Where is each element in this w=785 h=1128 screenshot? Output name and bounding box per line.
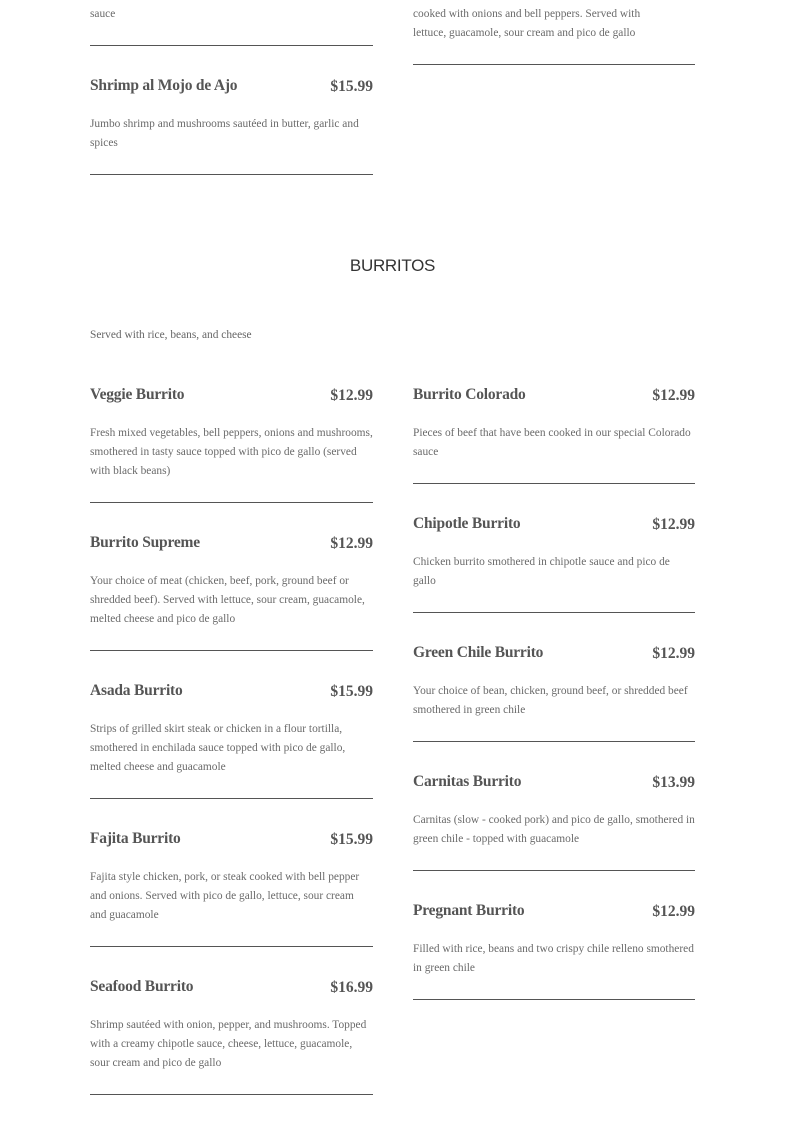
item-title-seafood-burrito: Seafood Burrito <box>90 978 194 995</box>
item-price-carnitas-burrito: $13.99 <box>652 774 695 791</box>
item-title-shrimp-al-mojo-de-ajo: Shrimp al Mojo de Ajo <box>90 77 238 94</box>
divider <box>413 741 695 742</box>
item-price-burrito-supreme: $12.99 <box>330 535 373 552</box>
item-desc-carnitas-burrito: Carnitas (slow - cooked pork) and pico de gallo, smothered in green chile - topped with guacamole <box>413 814 695 845</box>
item-desc-green-chile-burrito: Your choice of bean, chicken, ground beef, or shredded beef smothered in green chile <box>413 685 688 716</box>
divider <box>90 946 373 947</box>
item-title-carnitas-burrito: Carnitas Burrito <box>413 773 522 790</box>
partial-item-desc-left: sauce <box>90 8 116 20</box>
item-desc-chipotle-burrito: Chicken burrito smothered in chipotle sauce and pico de gallo <box>413 556 670 587</box>
divider <box>90 798 373 799</box>
item-title-burrito-supreme: Burrito Supreme <box>90 534 200 551</box>
item-price-green-chile-burrito: $12.99 <box>652 645 695 662</box>
item-price-pregnant-burrito: $12.99 <box>652 903 695 920</box>
section-title-burritos: BURRITOS <box>349 256 436 275</box>
item-desc-veggie-burrito: Fresh mixed vegetables, bell peppers, onions and mushrooms, smothered in tasty sauce topped with pico de gallo (served with black beans) <box>90 427 373 477</box>
item-desc-seafood-burrito: Shrimp sautéed with onion, pepper, and mushrooms. Topped with a creamy chipotle sauce, cheese, lettuce, guacamole, sour cream and pico de gallo <box>90 1019 367 1069</box>
partial-item-desc-right-line2: lettuce, guacamole, sour cream and pico de gallo <box>413 27 636 39</box>
item-title-veggie-burrito: Veggie Burrito <box>90 386 185 403</box>
divider <box>90 650 373 651</box>
item-title-asada-burrito: Asada Burrito <box>90 682 183 699</box>
item-desc-asada-burrito: Strips of grilled skirt steak or chicken in a flour tortilla, smothered in enchilada sauce topped with pico de gallo, melted cheese and guacamole <box>90 723 346 773</box>
item-price-asada-burrito: $15.99 <box>330 683 373 700</box>
divider <box>413 483 695 484</box>
item-title-chipotle-burrito: Chipotle Burrito <box>413 515 521 532</box>
divider <box>413 612 695 613</box>
divider <box>90 174 373 175</box>
divider <box>90 502 373 503</box>
item-price-burrito-colorado: $12.99 <box>652 387 695 404</box>
divider <box>413 64 695 65</box>
item-price-shrimp-al-mojo-de-ajo: $15.99 <box>330 78 373 95</box>
divider <box>413 870 695 871</box>
partial-item-desc-right-line1: cooked with onions and bell peppers. Served with <box>413 8 641 20</box>
item-desc-burrito-supreme: Your choice of meat (chicken, beef, pork, ground beef or shredded beef). Served with lettuce, sour cream, guacamole, melted cheese and pico de gallo <box>90 575 365 625</box>
item-price-veggie-burrito: $12.99 <box>330 387 373 404</box>
item-desc-pregnant-burrito: Filled with rice, beans and two crispy chile relleno smothered in green chile <box>413 943 694 974</box>
item-price-seafood-burrito: $16.99 <box>330 979 373 996</box>
item-title-pregnant-burrito: Pregnant Burrito <box>413 902 525 919</box>
divider <box>90 1094 373 1095</box>
item-price-chipotle-burrito: $12.99 <box>652 516 695 533</box>
item-desc-shrimp-al-mojo-de-ajo: Jumbo shrimp and mushrooms sautéed in butter, garlic and spices <box>90 118 359 149</box>
section-note-burritos: Served with rice, beans, and cheese <box>90 329 252 341</box>
item-title-green-chile-burrito: Green Chile Burrito <box>413 644 544 661</box>
item-title-burrito-colorado: Burrito Colorado <box>413 386 526 403</box>
item-desc-fajita-burrito: Fajita style chicken, pork, or steak cooked with bell pepper and onions. Served with pico de gallo, lettuce, sour cream and guacamole <box>90 871 360 921</box>
divider <box>90 45 373 46</box>
item-price-fajita-burrito: $15.99 <box>330 831 373 848</box>
item-desc-burrito-colorado: Pieces of beef that have been cooked in our special Colorado sauce <box>413 427 691 458</box>
divider <box>413 999 695 1000</box>
item-title-fajita-burrito: Fajita Burrito <box>90 830 181 847</box>
